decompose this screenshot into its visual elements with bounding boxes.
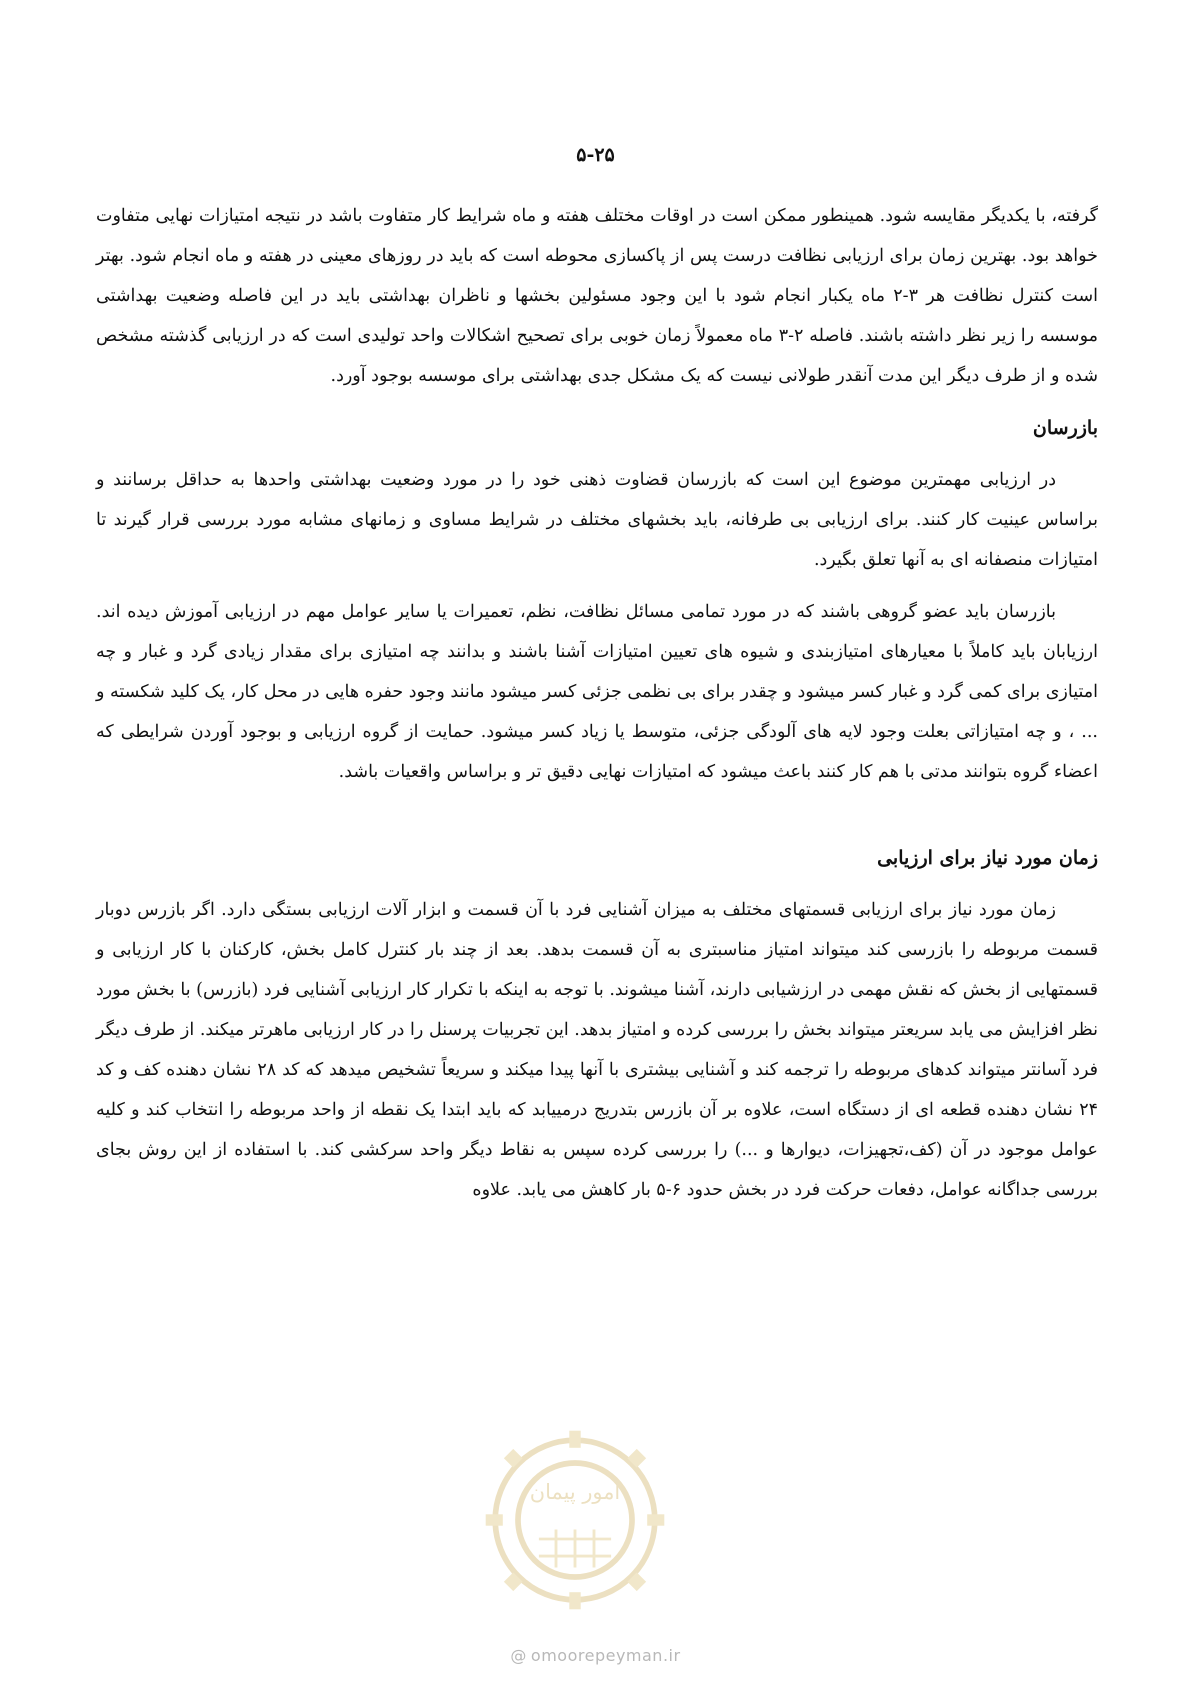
paragraph-intro: گرفته، با یکدیگر مقایسه شود. همینطور ممکن است در اوقات مختلف هفته و ماه شرایط کار متفاوت باشد در نتیجه امتیازات نهایی متفاوت خواهد بود. بهترین زمان برای ارزیابی نظافت درست پس از پاکسازی محوطه است که باید در روزهای معینی در هفته و ماه انجام شود. بهتر است کنترل نظافت هر ۳-۲ ماه یکبار انجام شود با این وجود مسئولین بخشها و ناظران بهداشتی باید در این فاصله وضعیت بهداشتی موسسه را زیر نظر داشته باشند. فاصله ۲-۳ ماه معمولاً زمان خوبی برای تصحیح اشکالات واحد تولیدی است که در ارزیابی گذشته مشخص شده و از طرف دیگر این مدت آنقدر طولانی نیست که یک مشکل جدی بهداشتی برای موسسه بوجود آورد. <box>96 206 1098 386</box>
site-url-footer <box>0 1646 1191 1665</box>
site-url-text: omoorepeyman.ir <box>530 1646 681 1665</box>
spacer <box>96 448 1098 460</box>
spacer <box>96 792 1098 838</box>
spacer <box>96 396 1098 408</box>
gear-logo-watermark-icon <box>480 1425 670 1615</box>
paragraph-inspectors-1: در ارزیابی مهمترین موضوع این است که بازرسان قضاوت ذهنی خود را در مورد وضعیت بهداشتی واحدها به حداقل برسانند و براساس عینیت کار کنند. برای ارزیابی بی طرفانه، باید بخشهای مختلف در شرایط مساوی و زمانهای مشابه مورد بررسی قرار گیرند تا امتیازات منصفانه ای به آنها تعلق بگیرد. <box>96 470 1098 570</box>
section-heading-inspectors: بازرسان <box>1032 417 1098 439</box>
spacer <box>96 580 1098 592</box>
paragraph-inspectors-2: بازرسان باید عضو گروهی باشند که در مورد تمامی مسائل نظافت، نظم، تعمیرات یا سایر عوامل مهم در ارزیابی آموزش دیده اند. ارزیابان باید کاملاً با معیارهای امتیازبندی و شیوه های تعیین امتیازات آشنا باشند و بدانند چه امتیازی برای مقدار زیادی گرد و غبار و چه امتیازی برای کمی گرد و غبار کسر میشود و چقدر برای بی نظمی جزئی کسر میشود مانند وجود حفره هایی در محل کار، یک کلید شکسته و ... ، و چه امتیازاتی بعلت وجود لایه های آلودگی جزئی، متوسط یا زیاد کسر میشود. حمایت از گروه ارزیابی و بوجود آوردن شرایطی که اعضاء گروه بتوانند مدتی با هم کار کنند باعث میشود که امتیازات نهایی دقیق تر و براساس واقعیات باشد. <box>96 602 1098 782</box>
at-sign-icon: @ <box>510 1646 527 1665</box>
spacer <box>96 878 1098 890</box>
page-content <box>96 196 1098 1210</box>
paragraph-evaluation-time: زمان مورد نیاز برای ارزیابی قسمتهای مختلف به میزان آشنایی فرد با آن قسمت و ابزار آلات ارزیابی بستگی دارد. اگر بازرس دوبار قسمت مربوطه را بازرسی کند میتواند امتیاز مناسبتری به آن قسمت بدهد. بعد از چند بار کنترل کامل بخش، کارکنان با کار ارزیابی و قسمتهایی از بخش که نقش مهمی در ارزشیابی دارند، آشنا میشوند. با توجه به اینکه با تکرار کار ارزیابی آشنایی فرد (بازرس) با بخش مورد نظر افزایش می یابد سریعتر میتواند بخش را بررسی کرده و امتیاز بدهد. این تجربیات پرسنل را در کار ارزیابی ماهرتر میکند. از طرف دیگر فرد آسانتر میتواند کدهای مربوطه را ترجمه کند و آشنایی بیشتری با آنها پیدا میکند و سریعاً تشخیص میدهد که کد ۲۸ نشان دهنده کف و کد ۲۴ نشان دهنده قطعه ای از دستگاه است، علاوه بر آن بازرس بتدریج درمییابد که باید ابتدا یک نقطه از واحد مربوطه را انتخاب کند و کلیه عوامل موجود در آن (کف،تجهیزات، دیوارها و ...) را بررسی کرده سپس به نقاط دیگر واحد سرکشی کند. با استفاده از این روش بجای بررسی جداگانه عوامل، دفعات حرکت فرد در بخش حدود ۶-۵ بار کاهش می یابد. علاوه <box>96 900 1098 1200</box>
section-heading-evaluation-time: زمان مورد نیاز برای ارزیابی <box>877 847 1098 869</box>
watermark-text: امور پیمان <box>529 1480 621 1505</box>
page-number: ۵-۲۵ <box>576 144 615 166</box>
